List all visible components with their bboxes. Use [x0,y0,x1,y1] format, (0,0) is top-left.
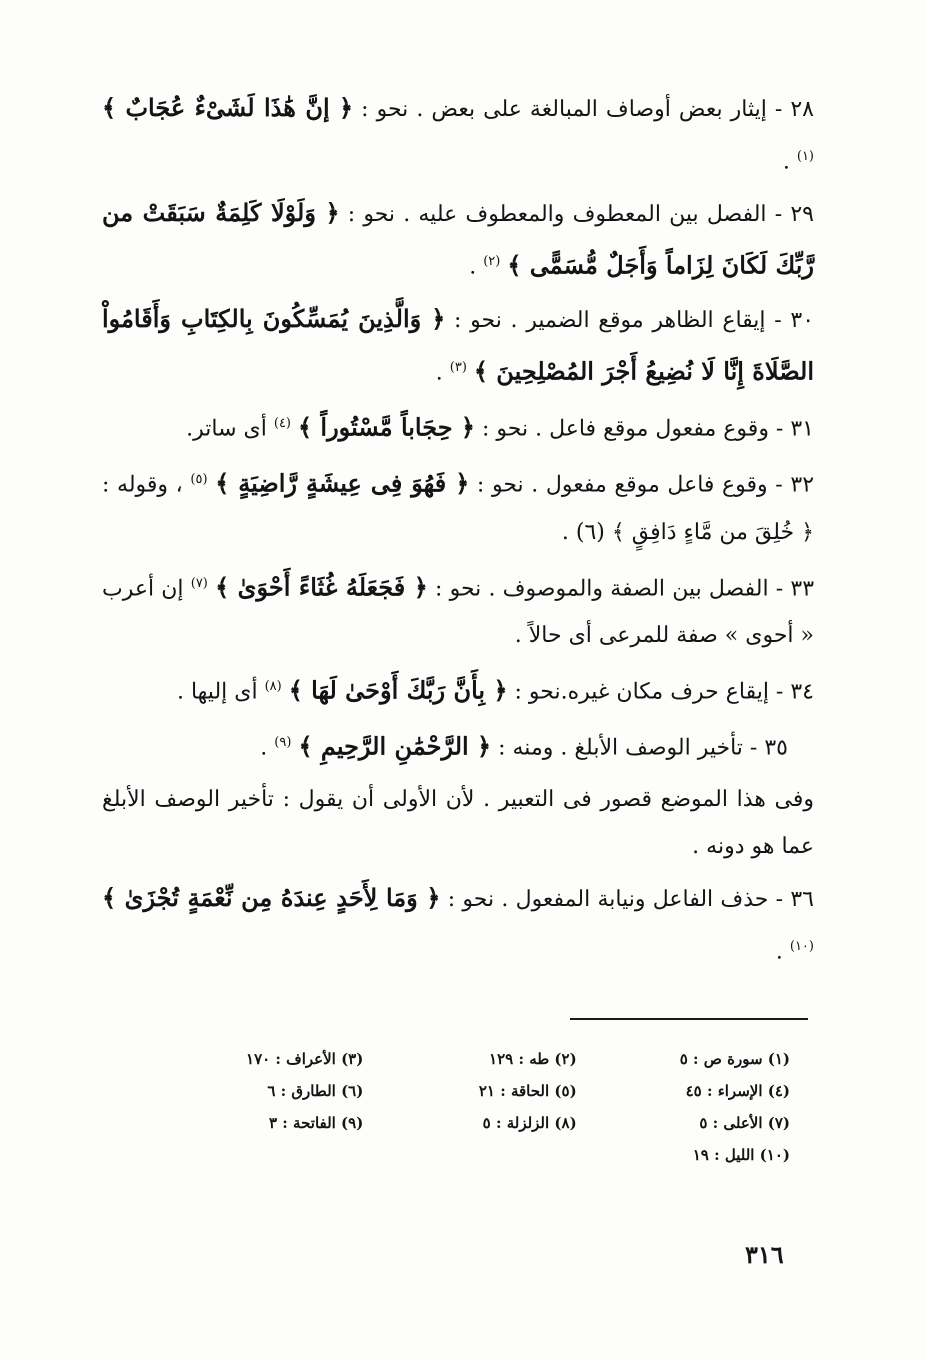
item-tail: أى ساتر. [186,416,274,442]
footnote: (٦) الطارق : ٦ [267,1082,364,1100]
footnote-ref: (١٠) [789,938,814,954]
item-text: ٣٥ - تأخير الوصف الأبلغ . ومنه : [491,735,788,761]
footnote: (٤) الإسراء : ٤٥ [685,1082,790,1100]
footnote: (٨) الزلزلة : ٥ [482,1114,577,1132]
item-tail: أى إليها . [176,679,265,705]
item-35 [102,719,814,771]
item-tail: إن أعرب « أحوى » صفة للمرعى أى حالاً . [102,575,814,648]
item-36 [102,874,814,975]
footnotes [150,1046,790,1168]
quran-verse: ﴿ بِأَنَّ رَبَّكَ أَوْحَىٰ لَهَا ﴾ [288,675,508,705]
item-text: ٣٤ - إيقاع حرف مكان غيره.نحو : [507,679,814,705]
quran-verse: ﴿ وَالَّذِينَ يُمَسِّكُونَ بِالكِتَابِ وَأَقَامُواْ الصَّلَاةَ إِنَّا لَا نُضِيعُ أَجْرَ المُصْلِحِينَ ﴾ [102,303,814,385]
commentary-paragraph [102,776,814,870]
footnote: (٥) الحاقة : ٢١ [478,1082,577,1100]
page-body [102,84,814,979]
item-32 [102,456,814,555]
footnote: (٢) طه : ١٢٩ [489,1050,577,1068]
item-text: ٣١ - وقوع مفعول موقع فاعل . نحو : [475,416,814,442]
item-text: ٣٠ - إيقاع الظاهر موقع الضمير . نحو : [445,307,815,333]
footnote-divider [570,1018,808,1020]
footnote-ref: (٤) [273,415,291,431]
item-33 [102,560,814,659]
item-text: ٢٩ - الفصل بين المعطوف والمعطوف عليه . نحو : [339,202,814,228]
footnote: (٣) الأعراف : ١٧٠ [246,1050,364,1068]
item-text: ٣٦ - حذف الفاعل ونيابة المفعول . نحو : [440,886,814,912]
item-31 [102,400,814,452]
item-30 [102,295,814,396]
page-number: ٣١٦ [745,1240,784,1269]
item-tail: . [782,149,797,175]
item-tail: . [469,254,484,280]
footnote-ref: (٢) [483,254,501,270]
footnote: (١) سورة ص : ٥ [679,1050,790,1068]
quran-verse: ﴿ حِجَاباً مَّسْتُوراً ﴾ [298,412,475,442]
footnote-ref: (٨) [264,678,282,694]
item-text: وفى هذا الموضع قصور فى التعبير . لأن الأولى أن يقول : تأخير الوصف الأبلغ عما هو دونه . [102,786,814,859]
item-tail: . [775,938,790,964]
item-text: ٢٨ - إيثار بعض أوصاف المبالغة على بعض . نحو : [353,97,814,122]
footnote-ref: (١) [796,149,814,164]
footnote-ref: (٩) [274,735,292,751]
item-tail: ، وقوله : ﴿ خُلِقَ من مَّاءٍ دَافِقٍ ﴾ (٦) . [102,472,814,545]
item-text: ٣٢ - وقوع فاعل موقع مفعول . نحو : [469,472,815,498]
footnote: (٧) الأعلى : ٥ [699,1114,790,1132]
quran-verse: ﴿ الرَّحْمَٰنِ الرَّحِيمِ ﴾ [298,731,492,761]
footnote: (٩) الفاتحة : ٣ [269,1114,364,1132]
item-34 [102,663,814,715]
quran-verse: ﴿ إنَّ هَٰذَا لَشَىْءٌ عُجَابٌ ﴾ [102,93,354,122]
quran-verse: ﴿ وَمَا لِأَحَدٍ عِندَهُ مِن نِّعْمَةٍ تُجْزَىٰ ﴾ [102,882,441,912]
footnote: (١٠) الليل : ١٩ [692,1146,790,1164]
quran-verse: ﴿ فَجَعَلَهُ غُثَاءً أَحْوَىٰ ﴾ [215,571,428,601]
footnote-ref: (٣) [449,359,467,375]
quran-verse: ﴿ وَلَوْلَا كَلِمَةٌ سَبَقَتْ من رَّبِّكَ لَكَانَ لِزَاماً وَأَجَلٌ مُّسَمًّى ﴾ [102,198,814,280]
footnote-ref: (٧) [190,575,208,591]
item-tail: . [260,735,275,761]
quran-verse: ﴿ فَهُوَ فِى عِيشَةٍ رَّاضِيَةٍ ﴾ [215,468,470,498]
item-28 [102,84,814,185]
item-text: ٣٣ - الفصل بين الصفة والموصوف . نحو : [427,575,815,601]
item-tail: . [435,359,450,385]
item-29 [102,189,814,290]
footnote-ref: (٥) [190,472,208,488]
